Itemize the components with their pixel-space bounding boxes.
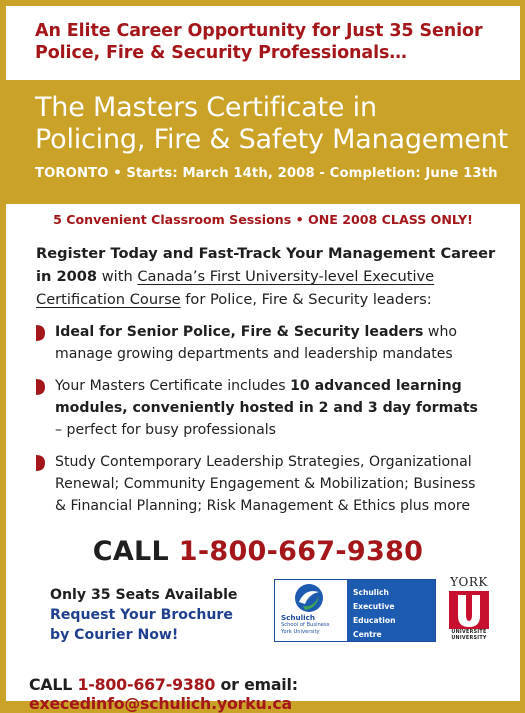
red-bullet-icon — [36, 325, 45, 341]
main-content — [6, 204, 520, 701]
centre-line-4: Centre — [353, 630, 382, 639]
schulich-emblem — [275, 580, 347, 641]
footer-phone-number[interactable]: 1-800-667-9380 — [77, 675, 216, 694]
york-university: UNIVERSITY — [451, 636, 487, 641]
bullet-2-text-2: – perfect for busy professionals — [55, 422, 276, 438]
intro-text-2: for Police, Fire & Security leaders: — [180, 291, 432, 308]
centre-line-1: Schulich — [353, 588, 389, 597]
call-label: CALL — [92, 536, 179, 567]
intro-paragraph — [36, 242, 502, 311]
seats-available: Only 35 Seats Available — [50, 587, 238, 603]
call-to-action — [14, 536, 502, 567]
schulich-logo — [274, 579, 436, 642]
bullet-2-bold-2: modules, conveniently hosted in 2 and 3 day formats — [55, 400, 478, 416]
header-box — [6, 6, 520, 80]
call-phone-number[interactable]: 1-800-667-9380 — [178, 536, 424, 567]
york-logo — [443, 577, 495, 647]
red-bullet-icon — [36, 455, 45, 471]
by-courier: by Courier Now! — [50, 627, 179, 643]
schulich-swirl-icon — [291, 582, 327, 616]
bullet-3-line-1: Study Contemporary Leadership Strategies, Organizational — [55, 454, 472, 470]
footer-contact — [29, 675, 525, 713]
york-u-icon — [449, 591, 489, 629]
bullet-1-text-1: who — [423, 324, 458, 340]
sessions-note: 5 Convenient Classroom Sessions • ONE 2008 CLASS ONLY! — [53, 212, 473, 227]
bullet-item-2 — [36, 375, 502, 441]
footer-call-label: CALL — [29, 675, 78, 694]
bullet-2-bold-1: 10 advanced learning — [290, 378, 462, 394]
bullet-2-text-1: Your Masters Certificate includes — [55, 378, 291, 394]
bullet-3-line-2: Renewal; Community Engagement & Mobilization; Business — [55, 476, 476, 492]
intro-bold-1: Register Today and Fast-Track Your Management Career — [36, 245, 496, 262]
intro-underline-1: Canada’s First University-level Executive — [137, 268, 435, 285]
intro-text-1: with — [97, 268, 138, 285]
intro-bold-2: in 2008 — [36, 268, 98, 285]
red-bullet-icon — [36, 379, 45, 395]
seats-note — [50, 585, 237, 645]
brochure-row — [36, 577, 502, 667]
bullet-1-bold: Ideal for Senior Police, Fire & Security leaders — [55, 324, 424, 340]
footer-or-email: or email: — [215, 675, 298, 694]
centre-line-2: Executive — [353, 602, 395, 611]
schulich-school-line-1: School of Business — [281, 622, 330, 628]
intro-underline-2: Certification Course — [36, 291, 181, 308]
footer-email-link[interactable]: execedinfo@schulich.yorku.ca — [29, 694, 293, 713]
title-banner — [6, 80, 520, 204]
executive-centre-block — [347, 580, 435, 641]
centre-line-3: Education — [353, 616, 396, 625]
program-dates: TORONTO • Starts: March 14th, 2008 - Completion: June 13th — [35, 166, 498, 181]
york-universite: UNIVERSITÉ — [451, 630, 487, 635]
bullet-item-3 — [36, 451, 502, 517]
headline-line-2: Police, Fire & Security Professionals… — [35, 43, 407, 63]
program-title-line-1: The Masters Certificate in — [35, 92, 377, 123]
york-wordmark: YORK — [450, 575, 488, 589]
schulich-name: Schulich — [281, 613, 315, 622]
bullet-3-line-3: & Financial Planning; Risk Management & Ethics plus more — [55, 498, 471, 514]
schulich-school-line-2: York University — [281, 629, 320, 635]
bullet-item-1 — [36, 321, 502, 365]
program-title-line-2: Policing, Fire & Safety Management — [35, 124, 509, 155]
request-brochure: Request Your Brochure — [50, 607, 233, 623]
bullet-1-text-2: manage growing departments and leadership mandates — [55, 346, 453, 362]
headline-line-1: An Elite Career Opportunity for Just 35 Senior — [35, 21, 483, 41]
